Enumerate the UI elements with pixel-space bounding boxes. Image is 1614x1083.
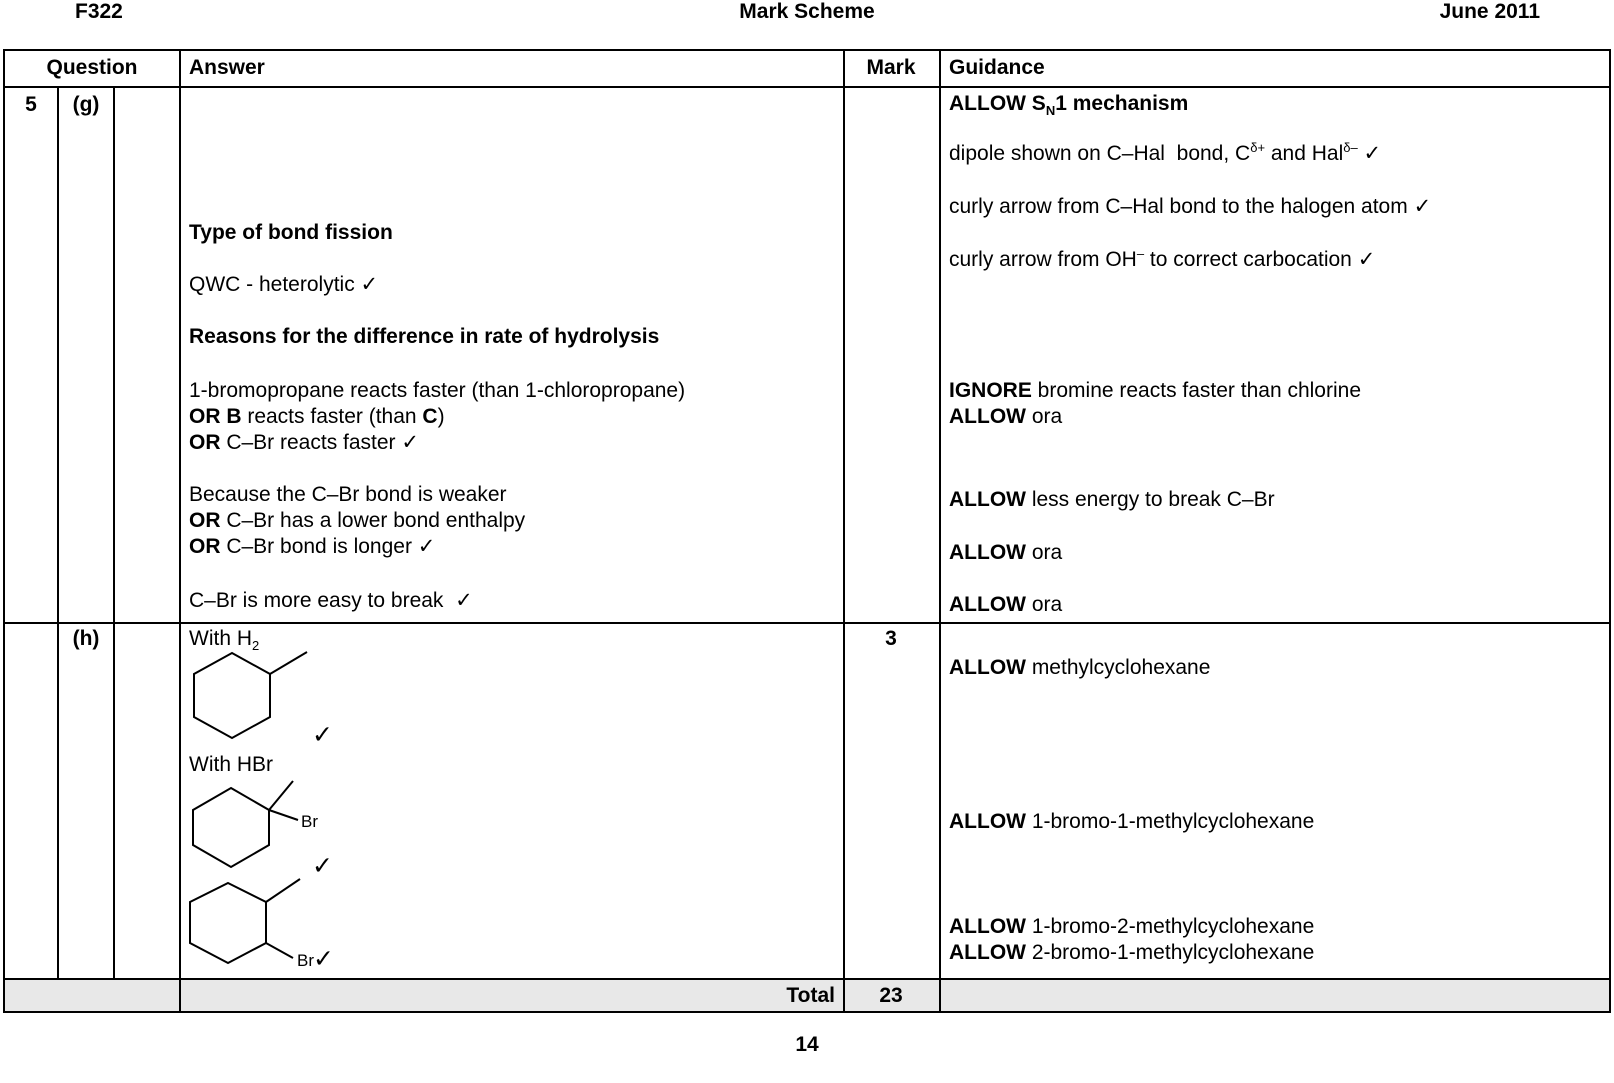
answer-rate-line-2 bbox=[189, 404, 445, 430]
guidance-allow-1-bromo-1 bbox=[949, 809, 1314, 835]
allow-label: ALLOW bbox=[949, 593, 1026, 616]
allow-1-bromo-2-text: 1-bromo-2-methylcyclohexane bbox=[1025, 915, 1315, 938]
bromine-label: Br bbox=[297, 951, 314, 970]
question-number: 5 bbox=[25, 93, 37, 116]
dipole-post: ✓ bbox=[1357, 142, 1382, 165]
column-header-question: Question bbox=[46, 56, 138, 79]
guidance-allow-ora-3 bbox=[949, 592, 1062, 618]
guidance-allow-less-energy bbox=[949, 487, 1275, 513]
question-answer-line bbox=[179, 51, 181, 1011]
why-line-3-text: C–Br bond is longer ✓ bbox=[220, 535, 436, 558]
column-header-guidance: Guidance bbox=[949, 56, 1045, 79]
guidance-allow-2-bromo-1 bbox=[949, 940, 1314, 966]
dipole-mid: and Hal bbox=[1265, 142, 1344, 165]
allow-label: ALLOW bbox=[949, 915, 1026, 938]
ignore-label: IGNORE bbox=[949, 379, 1032, 402]
guidance-allow-ora-2 bbox=[949, 540, 1062, 566]
rate-line-3-text: C–Br reacts faster ✓ bbox=[220, 431, 419, 454]
h2-subscript: 2 bbox=[252, 638, 260, 654]
guidance-curly-arrow-2 bbox=[949, 247, 1375, 273]
guidance-allow-methylcyclohexane bbox=[949, 655, 1210, 681]
guidance-dipole bbox=[949, 141, 1381, 167]
allow-ora-2-text: ora bbox=[1025, 541, 1063, 564]
structure-methylcyclohexane bbox=[186, 645, 316, 745]
page-footer bbox=[0, 1033, 1614, 1057]
header-row-divider bbox=[5, 86, 1609, 88]
bromine-bond bbox=[266, 943, 293, 958]
why-line-2-text: C–Br has a lower bond enthalpy bbox=[220, 509, 526, 532]
allow-label: ALLOW bbox=[949, 656, 1026, 679]
answer-easy-break: C–Br is more easy to break ✓ bbox=[189, 589, 473, 612]
with-h2-text: With H bbox=[189, 627, 252, 650]
cyclohexane-ring bbox=[190, 883, 266, 963]
checkmark-icon: ✓ bbox=[313, 945, 334, 973]
allow-ora-1-text: ora bbox=[1025, 405, 1063, 428]
answer-rate-line-1: 1-bromopropane reacts faster (than 1-chloropropane) bbox=[189, 379, 686, 402]
sn1-subscript: N bbox=[1045, 103, 1056, 119]
dipole-pre: dipole shown on C–Hal bond, C bbox=[949, 142, 1251, 165]
curly-2-pre: curly arrow from OH bbox=[949, 248, 1137, 271]
bromine-bond bbox=[269, 810, 298, 820]
allow-methylcyclohexane-text: methylcyclohexane bbox=[1025, 656, 1211, 679]
allow-ora-3-text: ora bbox=[1025, 593, 1063, 616]
question-subcol-line-1 bbox=[57, 86, 59, 978]
mark-guidance-line bbox=[939, 51, 941, 1011]
allow-label: ALLOW bbox=[949, 541, 1026, 564]
delta-plus-superscript: δ+ bbox=[1250, 140, 1266, 155]
or-prefix: OR bbox=[189, 535, 221, 558]
answer-why-line-2 bbox=[189, 508, 525, 534]
total-row-divider bbox=[5, 978, 1609, 980]
bromine-label: Br bbox=[301, 812, 318, 831]
mark-scheme-table bbox=[3, 49, 1611, 1013]
guidance-allow-sn1 bbox=[949, 91, 1188, 117]
question-part-g: (g) bbox=[72, 93, 100, 116]
methyl-bond bbox=[269, 781, 293, 810]
ignore-text: bromine reacts faster than chlorine bbox=[1031, 379, 1362, 402]
curly-2-post: to correct carbocation ✓ bbox=[1144, 248, 1376, 271]
guidance-ignore-bromine bbox=[949, 378, 1361, 404]
doc-title: Mark Scheme bbox=[739, 0, 875, 23]
mark-value-h: 3 bbox=[885, 627, 897, 650]
allow-less-energy-text: less energy to break C–Br bbox=[1025, 488, 1275, 511]
row-g-h-divider bbox=[5, 622, 1609, 624]
answer-heading-reasons: Reasons for the difference in rate of hydrolysis bbox=[189, 325, 660, 348]
document-header bbox=[0, 0, 1614, 26]
allow-label: ALLOW bbox=[949, 488, 1026, 511]
checkmark-icon: ✓ bbox=[312, 852, 333, 880]
answer-why-line-1: Because the C–Br bond is weaker bbox=[189, 483, 507, 506]
or-prefix: OR B bbox=[189, 405, 242, 428]
allow-sn1-post: 1 mechanism bbox=[1055, 92, 1189, 115]
delta-minus-superscript: δ– bbox=[1343, 140, 1358, 155]
or-prefix: OR bbox=[189, 431, 221, 454]
answer-rate-line-3 bbox=[189, 430, 419, 456]
rate-line-2-close: ) bbox=[437, 405, 445, 428]
cyclohexane-ring bbox=[194, 653, 270, 738]
methyl-bond bbox=[266, 879, 300, 902]
question-subcol-line-2 bbox=[113, 86, 115, 978]
total-mark-value: 23 bbox=[879, 984, 903, 1007]
allow-sn1-pre: ALLOW S bbox=[949, 92, 1046, 115]
answer-why-line-3 bbox=[189, 534, 435, 560]
compound-c-bold: C bbox=[422, 405, 438, 428]
doc-code: F322 bbox=[75, 0, 123, 23]
page-number: 14 bbox=[795, 1033, 819, 1056]
column-header-answer: Answer bbox=[189, 56, 265, 79]
allow-1-bromo-1-text: 1-bromo-1-methylcyclohexane bbox=[1025, 810, 1315, 833]
answer-mark-line bbox=[843, 51, 845, 1011]
allow-label: ALLOW bbox=[949, 405, 1026, 428]
question-part-h: (h) bbox=[72, 627, 100, 650]
guidance-curly-arrow-1: curly arrow from C–Hal bond to the halogen atom ✓ bbox=[949, 195, 1432, 218]
answer-with-hbr: With HBr bbox=[189, 753, 273, 776]
guidance-allow-ora-1 bbox=[949, 404, 1062, 430]
guidance-allow-1-bromo-2 bbox=[949, 914, 1314, 940]
doc-date: June 2011 bbox=[1439, 0, 1540, 23]
methyl-bond bbox=[270, 652, 307, 674]
total-label: Total bbox=[786, 984, 835, 1007]
rate-line-2-text: reacts faster (than bbox=[241, 405, 423, 428]
cyclohexane-ring bbox=[193, 788, 269, 867]
column-header-mark: Mark bbox=[866, 56, 916, 79]
hydroxide-minus-superscript: – bbox=[1136, 246, 1145, 261]
answer-heading-bond-fission: Type of bond fission bbox=[189, 221, 393, 244]
allow-label: ALLOW bbox=[949, 941, 1026, 964]
allow-label: ALLOW bbox=[949, 810, 1026, 833]
answer-qwc-heterolytic: QWC - heterolytic ✓ bbox=[189, 273, 379, 296]
or-prefix: OR bbox=[189, 509, 221, 532]
allow-2-bromo-1-text: 2-bromo-1-methylcyclohexane bbox=[1025, 941, 1315, 964]
checkmark-icon: ✓ bbox=[312, 721, 333, 749]
